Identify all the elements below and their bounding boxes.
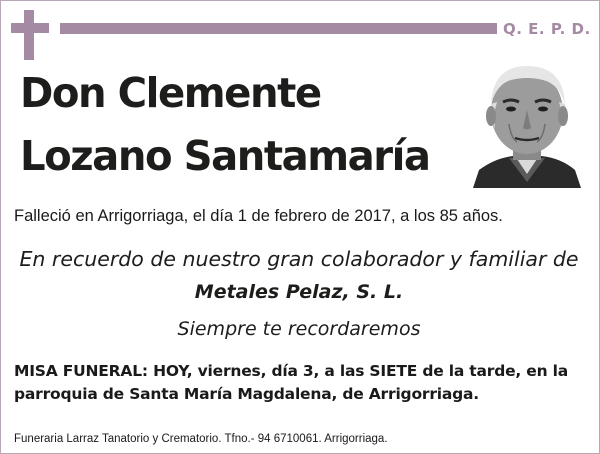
qepd-badge: Q. E. P. D. bbox=[503, 20, 591, 38]
deceased-name-line1: Don Clemente bbox=[20, 69, 321, 117]
funeral-home-footer: Funeraria Larraz Tanatorio y Crematorio. Tfno.- 94 6710061. Arrigorriaga. bbox=[14, 433, 388, 445]
cross-icon-bar bbox=[11, 23, 49, 33]
company-name: Metales Pelaz, S. L. bbox=[194, 281, 404, 303]
deceased-name-line2: Lozano Santamaría bbox=[20, 132, 430, 180]
funeral-mass-notice: MISA FUNERAL: HOY, viernes, día 3, a las SIETE de la tarde, en la parroquia de Santa María Magdalena, de Arrigorriaga. bbox=[14, 362, 569, 403]
death-notice: Falleció en Arrigorriaga, el día 1 de febrero de 2017, a los 85 años. bbox=[14, 207, 503, 225]
cross-icon bbox=[24, 10, 34, 60]
portrait-photo bbox=[473, 58, 581, 188]
tribute-farewell: Siempre te recordaremos bbox=[177, 318, 421, 340]
tribute-line: En recuerdo de nuestro gran colaborador y familiar de bbox=[19, 247, 579, 271]
header-rule bbox=[60, 23, 497, 34]
